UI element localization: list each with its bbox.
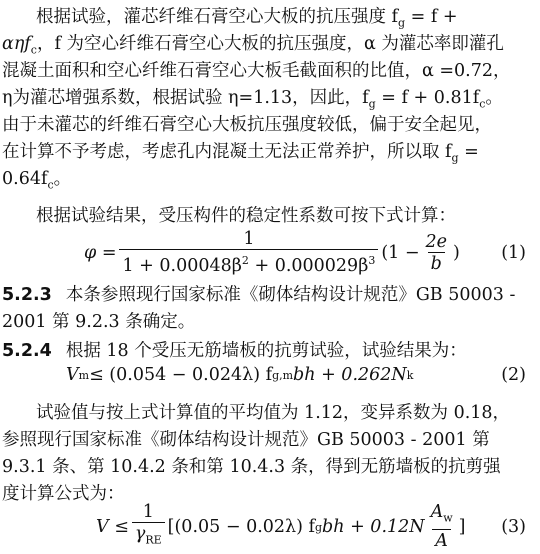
text-line (0, 112, 540, 138)
math-span: αηf (2, 34, 31, 54)
equation-body (66, 352, 413, 398)
text-span: ) (453, 243, 460, 263)
text-span: 本条参照现行国家标准《砌体结构设计规范》GB 50003 - (65, 285, 516, 305)
equation-body (84, 226, 460, 280)
text-line (0, 400, 540, 426)
subscript: g (451, 151, 459, 165)
equation-3 (0, 500, 540, 554)
fraction-numerator (428, 502, 456, 529)
subscript: g,m (272, 368, 294, 382)
text-span: 9.3.1 条、第 10.4.2 条和第 10.4.3 条，得到无筋墙板的抗剪强 (2, 457, 501, 477)
text-span: 。 (53, 169, 72, 189)
text-span: 在计算不予考虑，考虑孔内混凝土无法正常养护，所以取 f (2, 142, 452, 162)
text-span: ] (458, 517, 466, 537)
text-span: 度计算公式为： (2, 484, 125, 504)
subscript: g (368, 97, 376, 111)
text-span: 2001 第 9.2.3 条确定。 (2, 312, 196, 332)
fraction-denominator: b (428, 252, 445, 275)
fraction (423, 232, 451, 275)
text-span: 试验值与按上式计算值的平均值为 1.12，变异系数为 0.18， (36, 403, 511, 423)
text-span: [(0.05 − 0.02λ) f (167, 517, 315, 537)
fraction (119, 229, 378, 277)
subscript: g (398, 16, 406, 30)
subscript: RE (145, 533, 162, 547)
equation-1 (0, 226, 540, 280)
subscript: c (479, 97, 486, 111)
fraction-denominator: A (432, 529, 451, 552)
text-span: = f + 0.81f (375, 88, 480, 108)
section-number: 5.2.4 (2, 341, 52, 361)
subscript: g (315, 520, 323, 534)
fraction-numerator: 1 (243, 229, 255, 250)
fraction (428, 502, 456, 552)
section-number: 5.2.3 (2, 285, 52, 305)
text-span: 。 (485, 88, 503, 108)
subscript: k (406, 368, 414, 382)
math-span: bh + 0.12N (322, 517, 425, 537)
text-span: ≤ (0.054 − 0.024λ) f (89, 365, 273, 385)
text-span: 混凝土面积和空心纤维石膏空心大板毛截面积的比值，α =0.72， (2, 61, 511, 81)
text-line (0, 427, 540, 453)
text-span: ，f 为空心纤维石膏空心大板的抗压强度，α 为灌芯率即灌孔 (36, 34, 504, 54)
text-span: 根据试验结果，受压构件的稳定性系数可按下式计算： (36, 206, 456, 226)
text-span: (1 − (381, 243, 420, 263)
text-line (0, 282, 540, 308)
text-line (0, 166, 540, 199)
superscript: 2 (241, 254, 249, 268)
equation-lhs: V ≤ (96, 517, 129, 537)
equation-number: (2) (501, 365, 526, 385)
equation-body (96, 500, 465, 554)
text-span: 参照现行国家标准《砌体结构设计规范》GB 50003 - 2001 第 (2, 430, 490, 450)
superscript: 3 (368, 254, 376, 268)
text-span: = f + (405, 7, 458, 27)
text-line (0, 58, 540, 84)
text-span: = (458, 142, 479, 162)
text-span: 1 + 0.00048β (122, 255, 242, 276)
text-span: 根据试验，灌芯纤维石膏空心大板的抗压强度 f (36, 7, 399, 27)
fraction-denominator (132, 522, 165, 552)
subscript: c (30, 43, 37, 57)
subscript: m (78, 368, 90, 382)
fraction-numerator: 1 (142, 502, 154, 523)
text-span: 由于未灌芯的纤维石膏空心大板抗压强度较低，偏于安全起见， (2, 115, 492, 135)
text-line (0, 309, 540, 335)
text-span: 根据 18 个受压无筋墙板的抗剪试验，试验结果为： (65, 341, 467, 361)
text-line (0, 454, 540, 480)
fraction (132, 502, 165, 552)
fraction-denominator (119, 249, 378, 277)
equation-lhs: φ = (84, 243, 117, 263)
equation-number: (3) (501, 517, 526, 537)
text-span: + 0.000029β (248, 255, 369, 276)
subscript: c (47, 178, 54, 192)
subscript: w (443, 511, 453, 525)
equation-number: (1) (501, 243, 526, 263)
equation-2 (0, 352, 540, 398)
math-span: A (430, 502, 444, 523)
text-span: η为灌芯增强系数，根据试验 η=1.13，因此，f (2, 88, 369, 108)
math-span: V (66, 365, 79, 385)
math-span: bh + 0.262N (293, 365, 407, 385)
text-span: 0.64f (2, 169, 48, 189)
fraction-numerator: 2e (425, 231, 448, 252)
math-span: γ (134, 524, 146, 545)
